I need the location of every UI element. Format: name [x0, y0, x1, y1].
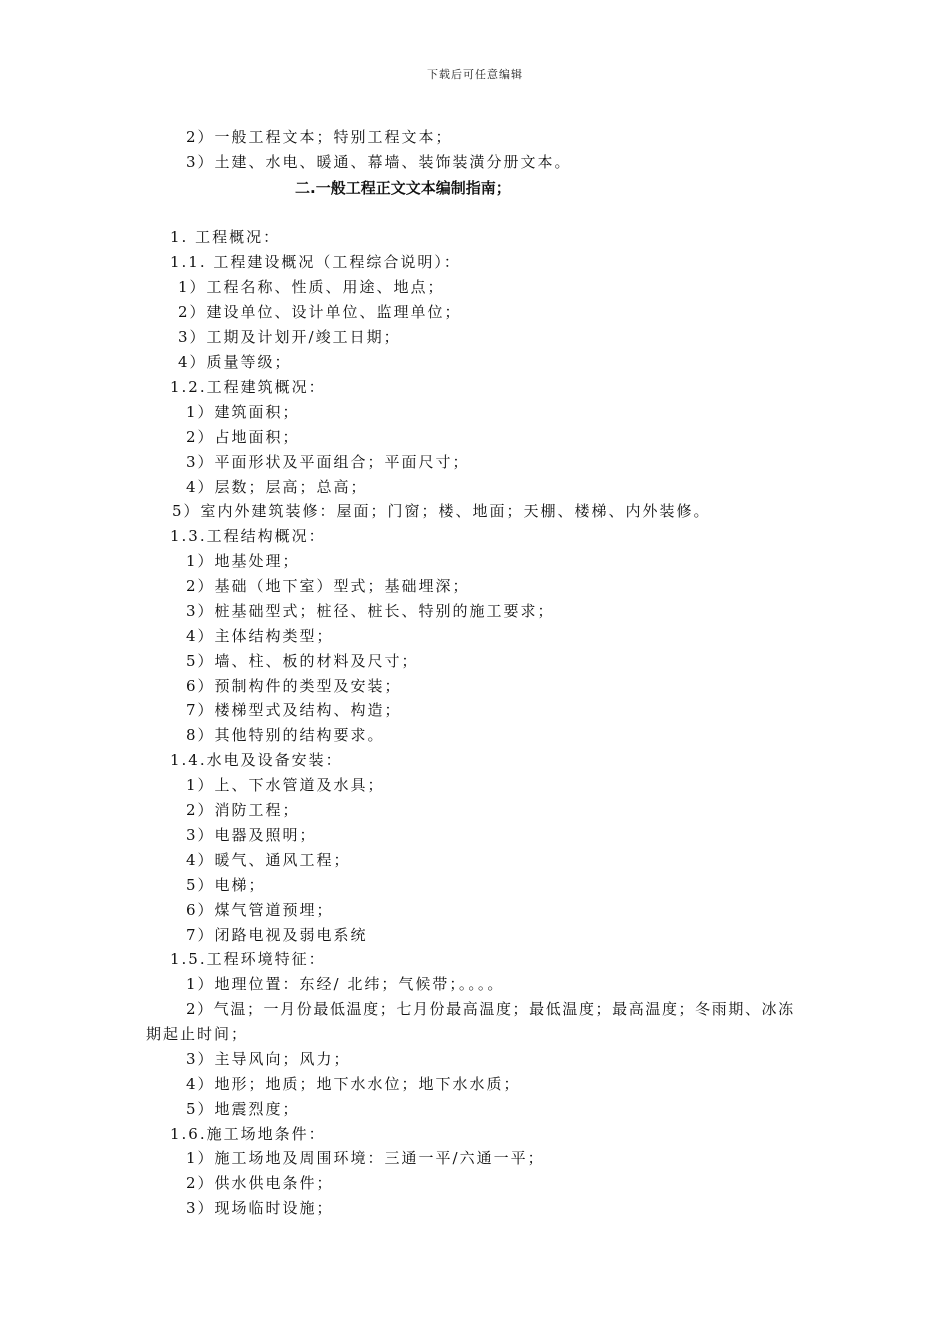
heading-1-2: 1.2.工程建筑概况： — [170, 378, 326, 396]
list-item: 1）地理位置：东经/ 北纬；气候带；。。。。 — [186, 975, 505, 993]
list-item: 5）室内外建筑装修：屋面；门窗；楼、地面；天棚、楼梯、内外装修。 — [172, 502, 711, 520]
list-item: 1）地基处理； — [186, 552, 300, 570]
heading-1-4: 1.4.水电及设备安装： — [170, 751, 343, 769]
heading-1-1: 1.1. 工程建设概况（工程综合说明）： — [170, 253, 461, 271]
list-item: 4）质量等级； — [178, 353, 292, 371]
list-item: 2）供水供电条件； — [186, 1174, 334, 1192]
list-item: 1）工程名称、性质、用途、地点； — [178, 278, 445, 296]
list-item: 2）消防工程； — [186, 801, 300, 819]
list-item: 2）占地面积； — [186, 428, 300, 446]
heading-1-3: 1.3.工程结构概况： — [170, 527, 326, 545]
list-item: 4）主体结构类型； — [186, 627, 334, 645]
intro-item-3: 3）土建、水电、暖通、幕墙、装饰装潢分册文本。 — [186, 153, 572, 171]
list-item: 3）电器及照明； — [186, 826, 317, 844]
list-item: 4）地形；地质；地下水水位；地下水水质； — [186, 1075, 521, 1093]
list-item: 7）楼梯型式及结构、构造； — [186, 701, 402, 719]
list-item: 5）电梯； — [186, 876, 266, 894]
section-title: 二.一般工程正文文本编制指南； — [295, 179, 511, 197]
list-item: 2）建设单位、设计单位、监理单位； — [178, 303, 462, 321]
list-item: 8）其他特别的结构要求。 — [186, 726, 385, 744]
list-item: 4）暖气、通风工程； — [186, 851, 351, 869]
list-item: 2）基础（地下室）型式；基础埋深； — [186, 577, 470, 595]
list-item: 3）主导风向；风力； — [186, 1050, 351, 1068]
list-item: 3）平面形状及平面组合；平面尺寸； — [186, 453, 470, 471]
list-item: 2）气温；一月份最低温度；七月份最高温度；最低温度；最高温度；冬雨期、冰冻 — [186, 1000, 795, 1018]
list-item: 1）上、下水管道及水具； — [186, 776, 385, 794]
list-item: 4）层数；层高；总高； — [186, 478, 368, 496]
list-item: 3）桩基础型式；桩径、桩长、特别的施工要求； — [186, 602, 555, 620]
heading-1-5: 1.5.工程环境特征： — [170, 950, 326, 968]
heading-1: 1. 工程概况： — [170, 228, 281, 246]
list-item-continuation: 期起止时间； — [146, 1025, 249, 1043]
list-item: 7）闭路电视及弱电系统 — [186, 926, 368, 944]
list-item: 1）建筑面积； — [186, 403, 300, 421]
intro-item-2: 2）一般工程文本；特别工程文本； — [186, 128, 453, 146]
page-header: 下载后可任意编辑 — [427, 68, 523, 81]
list-item: 5）墙、柱、板的材料及尺寸； — [186, 652, 419, 670]
heading-1-6: 1.6.施工场地条件： — [170, 1125, 326, 1143]
list-item: 1）施工场地及周围环境：三通一平/六通一平； — [186, 1149, 545, 1167]
list-item: 6）煤气管道预埋； — [186, 901, 334, 919]
list-item: 6）预制构件的类型及安装； — [186, 677, 402, 695]
list-item: 5）地震烈度； — [186, 1100, 300, 1118]
list-item: 3）工期及计划开/竣工日期； — [178, 328, 401, 346]
list-item: 3）现场临时设施； — [186, 1199, 334, 1217]
